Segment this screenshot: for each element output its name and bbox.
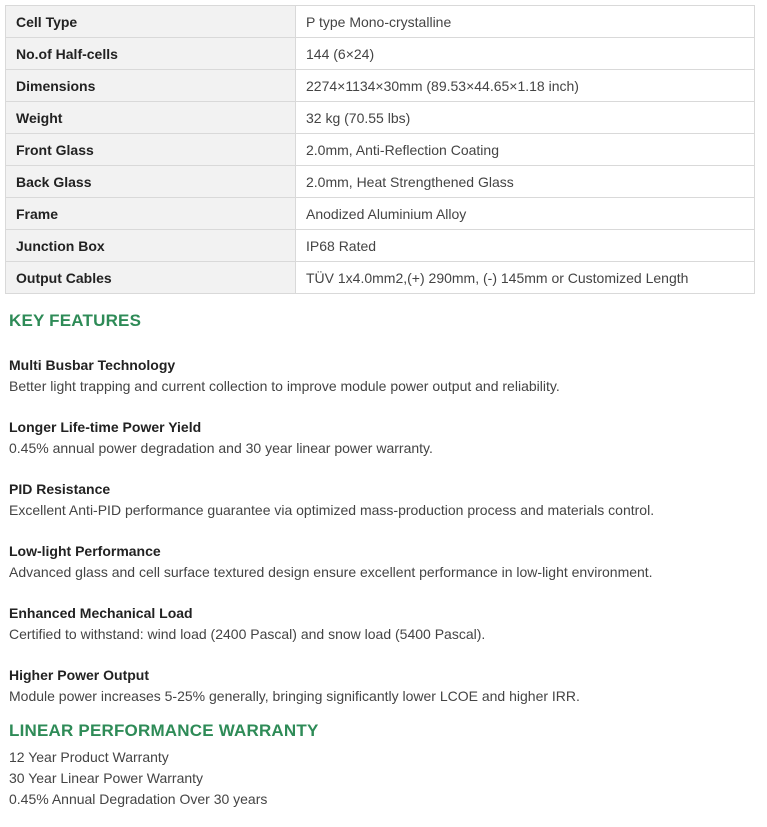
feature-title: Multi Busbar Technology xyxy=(9,357,176,373)
feature-title: Low-light Performance xyxy=(9,543,161,559)
feature-description: Certified to withstand: wind load (2400 Pascal) and snow load (5400 Pascal). xyxy=(9,626,486,642)
warranty-title: LINEAR PERFORMANCE WARRANTY xyxy=(9,721,319,740)
warranty-item: 30 Year Linear Power Warranty xyxy=(9,770,204,786)
warranty-list xyxy=(9,747,759,810)
spec-value: 2274×1134×30mm (89.53×44.65×1.18 inch) xyxy=(296,70,755,102)
spec-label: Junction Box xyxy=(6,230,296,262)
spec-value: Anodized Aluminium Alloy xyxy=(296,198,755,230)
feature-title: Enhanced Mechanical Load xyxy=(9,605,193,621)
feature-title: Higher Power Output xyxy=(9,667,149,683)
table-row xyxy=(6,134,755,166)
table-row xyxy=(6,262,755,294)
spec-label: No.of Half-cells xyxy=(6,38,296,70)
feature-item xyxy=(9,479,759,521)
table-row xyxy=(6,38,755,70)
feature-description: Module power increases 5-25% generally, bringing significantly lower LCOE and higher IRR. xyxy=(9,688,580,704)
spec-table xyxy=(5,5,755,294)
feature-list xyxy=(9,355,759,707)
spec-label: Cell Type xyxy=(6,6,296,38)
feature-item xyxy=(9,355,759,397)
feature-description: Advanced glass and cell surface textured design ensure excellent performance in low-light environment. xyxy=(9,564,653,580)
feature-item xyxy=(9,417,759,459)
feature-title: PID Resistance xyxy=(9,481,111,497)
spec-value: TÜV 1x4.0mm2,(+) 290mm, (-) 145mm or Customized Length xyxy=(296,262,755,294)
warranty-item: 0.45% Annual Degradation Over 30 years xyxy=(9,791,268,807)
spec-label: Back Glass xyxy=(6,166,296,198)
feature-description: Excellent Anti-PID performance guarantee via optimized mass-production process and materials control. xyxy=(9,502,655,518)
feature-title: Longer Life-time Power Yield xyxy=(9,419,202,435)
feature-item xyxy=(9,665,759,707)
spec-label: Weight xyxy=(6,102,296,134)
spec-value: P type Mono-crystalline xyxy=(296,6,755,38)
spec-value: 2.0mm, Heat Strengthened Glass xyxy=(296,166,755,198)
feature-description: Better light trapping and current collection to improve module power output and reliability. xyxy=(9,378,560,394)
spec-value: IP68 Rated xyxy=(296,230,755,262)
key-features-title: KEY FEATURES xyxy=(9,311,142,330)
spec-value: 144 (6×24) xyxy=(296,38,755,70)
spec-label: Front Glass xyxy=(6,134,296,166)
table-row xyxy=(6,102,755,134)
spec-label: Dimensions xyxy=(6,70,296,102)
table-row xyxy=(6,6,755,38)
table-row xyxy=(6,166,755,198)
feature-item xyxy=(9,541,759,583)
table-row xyxy=(6,198,755,230)
warranty-item: 12 Year Product Warranty xyxy=(9,749,169,765)
spec-label: Frame xyxy=(6,198,296,230)
spec-value: 2.0mm, Anti-Reflection Coating xyxy=(296,134,755,166)
table-row xyxy=(6,230,755,262)
table-row xyxy=(6,70,755,102)
feature-item xyxy=(9,603,759,645)
content xyxy=(9,311,759,810)
feature-description: 0.45% annual power degradation and 30 year linear power warranty. xyxy=(9,440,433,456)
spec-value: 32 kg (70.55 lbs) xyxy=(296,102,755,134)
spec-label: Output Cables xyxy=(6,262,296,294)
